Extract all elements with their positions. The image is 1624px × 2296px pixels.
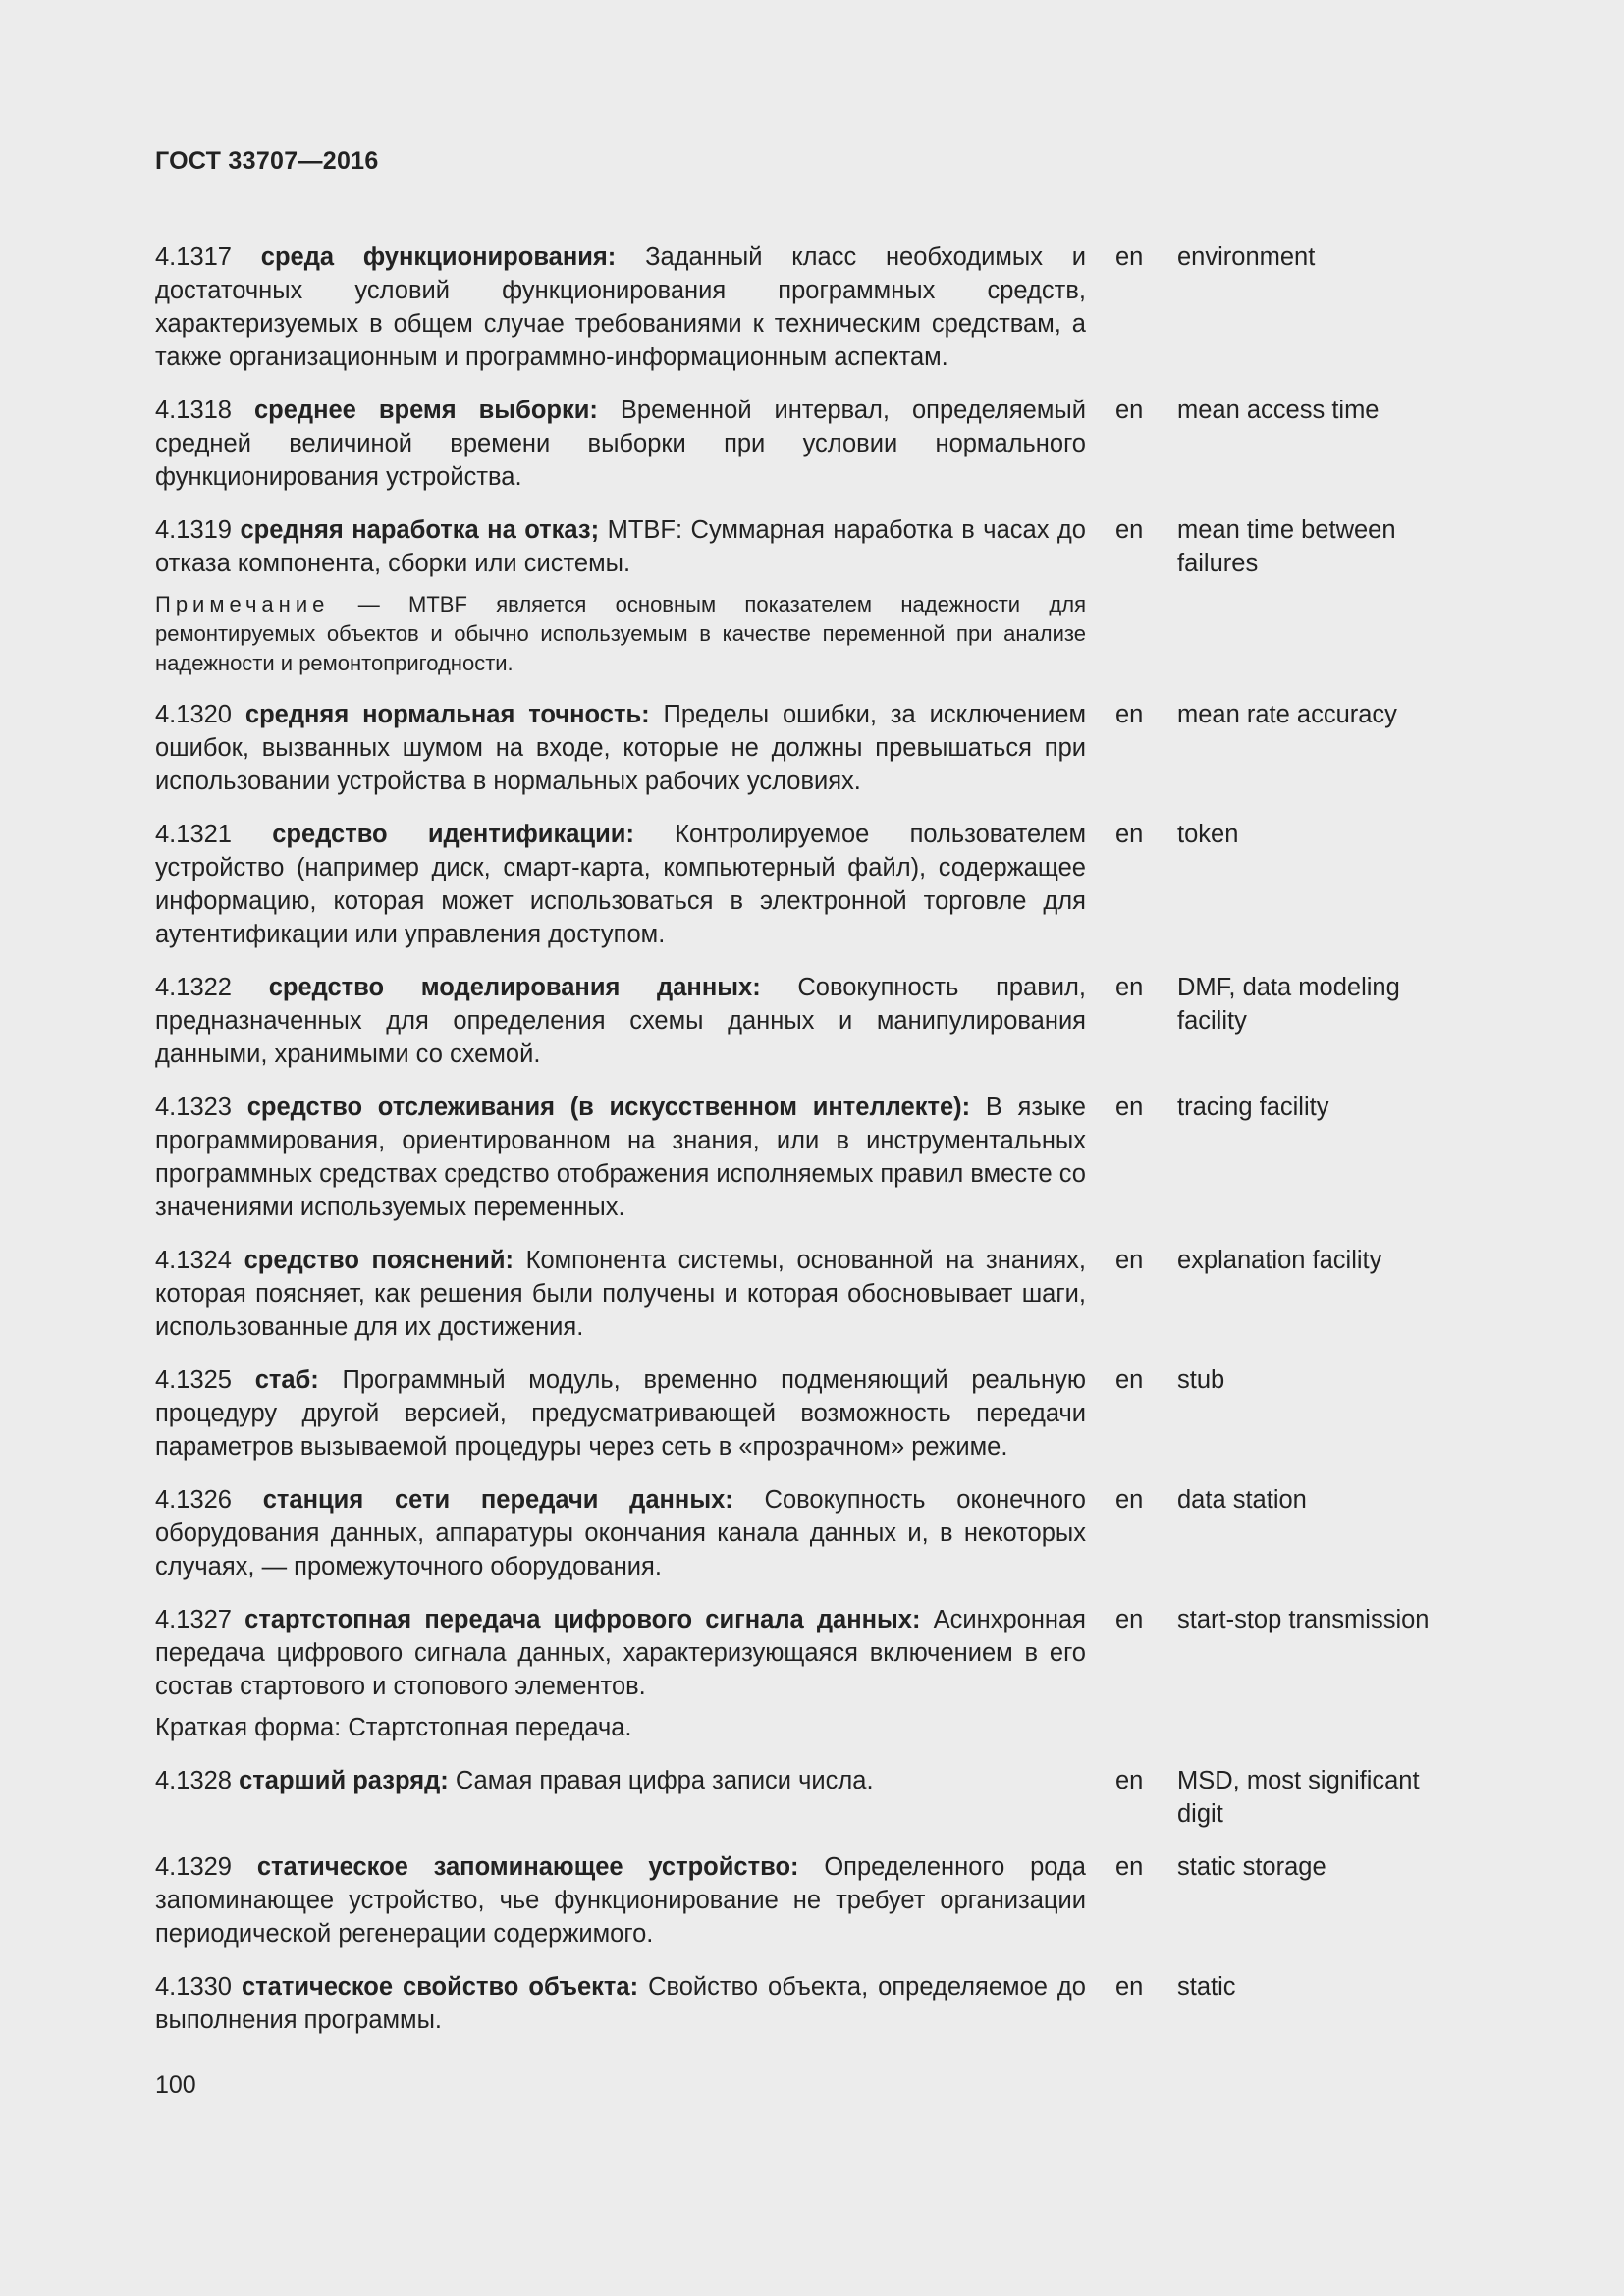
- definition-text: Заданный класс необходимых и достаточных условий функционирования программных средств, характеризуемых в общем случае требованиями к техническим средствам, а также организационным и программно-информационным аспектам.: [155, 243, 1086, 371]
- term-entry-4-1319: [155, 513, 1530, 678]
- language-code: en: [1115, 516, 1144, 544]
- definition: [155, 971, 1086, 1071]
- term: старший разряд:: [239, 1767, 449, 1794]
- english-equivalent: start-stop transmission: [1177, 1606, 1430, 1633]
- definition: [155, 818, 1086, 951]
- term-number: 4.1324: [155, 1247, 232, 1274]
- definition-text: Пределы ошибки, за исключением ошибок, вызванных шумом на входе, которые не должны превышаться при использовании устройства в нормальных рабочих условиях.: [155, 701, 1086, 795]
- definition: [155, 1244, 1086, 1344]
- term-entry-4-1317: [155, 240, 1530, 374]
- language-code: en: [1115, 1853, 1144, 1881]
- term-number: 4.1322: [155, 974, 232, 1001]
- term-entry-4-1329: [155, 1850, 1530, 1950]
- term-entry-4-1325: [155, 1363, 1530, 1464]
- definition-column: [155, 818, 1086, 951]
- definition-text: Определенного рода запоминающее устройство, чье функционирование не требует организации периодической регенерации содержимого.: [155, 1853, 1086, 1948]
- definition-text: Свойство объекта, определяемое до выполнения программы.: [155, 1973, 1086, 2034]
- term: средство пояснений:: [244, 1247, 514, 1274]
- english-equivalent: data station: [1177, 1486, 1307, 1514]
- note-label: Примечание: [155, 592, 330, 616]
- definition-column: [155, 394, 1086, 494]
- note: [155, 590, 1086, 678]
- definition-text: Временной интервал, определяемый средней величиной времени выборки при условии нормального функционирования устройства.: [155, 397, 1086, 491]
- language-code: en: [1115, 1767, 1144, 1794]
- term: стартстопная передача цифрового сигнала данных:: [244, 1606, 921, 1633]
- term-entry-4-1321: [155, 818, 1530, 951]
- term-number: 4.1327: [155, 1606, 232, 1633]
- definition-column: [155, 513, 1086, 678]
- term: средняя нормальная точность:: [244, 701, 650, 728]
- definition-column: [155, 1091, 1086, 1224]
- definition-column: [155, 1850, 1086, 1950]
- term-entry-4-1324: [155, 1244, 1530, 1344]
- term: средство моделирования данных:: [268, 974, 761, 1001]
- language-code: en: [1115, 1094, 1144, 1121]
- term-number: 4.1318: [155, 397, 232, 424]
- definition: [155, 394, 1086, 494]
- english-equivalent: static storage: [1177, 1853, 1326, 1881]
- note-text: — MTBF является основным показателем надежности для ремонтируемых объектов и обычно используемым в качестве переменной при анализе надежности и ремонтопригодности.: [155, 592, 1086, 675]
- term-entry-4-1318: [155, 394, 1530, 494]
- english-equivalent: stub: [1177, 1366, 1225, 1394]
- english-equivalent: mean access time: [1177, 397, 1380, 424]
- definition: [155, 698, 1086, 798]
- english-equivalent: static: [1177, 1973, 1236, 2001]
- definition-text: Совокупность правил, предназначенных для определения схемы данных и манипулирования данными, хранимыми со схемой.: [155, 974, 1086, 1068]
- definition: [155, 1970, 1086, 2037]
- term: средняя наработка на отказ;: [240, 516, 600, 544]
- definition-text: Программный модуль, временно подменяющий реальную процедуру другой версией, предусматривающей возможность передачи параметров вызываемой процедуры через сеть в «прозрачном» режиме.: [155, 1366, 1086, 1461]
- term-list: [155, 240, 1530, 2056]
- term-entry-4-1326: [155, 1483, 1530, 1583]
- term: среднее время выборки:: [253, 397, 598, 424]
- language-code: en: [1115, 1606, 1144, 1633]
- page-number: 100: [155, 2071, 196, 2099]
- definition-column: [155, 1970, 1086, 2037]
- definition: [155, 513, 1086, 580]
- term-number: 4.1321: [155, 821, 232, 848]
- definition-text: В языке программирования, ориентированном на знания, или в инструментальных программных средствах средство отображения исполняемых правил вместе со значениями используемых переменных.: [155, 1094, 1086, 1221]
- definition-column: [155, 698, 1086, 798]
- definition: [155, 240, 1086, 374]
- short-form: Краткая форма: Стартстопная передача.: [155, 1714, 632, 1741]
- english-equivalent: mean time between failures: [1177, 516, 1396, 577]
- term-entry-4-1327: [155, 1603, 1530, 1744]
- definition: [155, 1603, 1086, 1703]
- definition-column: [155, 1363, 1086, 1464]
- term: средство идентификации:: [272, 821, 634, 848]
- english-equivalent: environment: [1177, 243, 1316, 271]
- definition-column: [155, 1603, 1086, 1744]
- term: статическое запоминающее устройство:: [256, 1853, 799, 1881]
- language-code: en: [1115, 701, 1144, 728]
- term: среда функционирования:: [260, 243, 617, 271]
- term-number: 4.1326: [155, 1486, 232, 1514]
- term: стаб:: [254, 1366, 319, 1394]
- english-equivalent: explanation facility: [1177, 1247, 1382, 1274]
- definition-column: [155, 971, 1086, 1071]
- definition-column: [155, 1244, 1086, 1344]
- definition-text: MTBF: Суммарная наработка в часах до отказа компонента, сборки или системы.: [155, 516, 1086, 577]
- language-code: en: [1115, 1486, 1144, 1514]
- definition-text: Асинхронная передача цифрового сигнала данных, характеризующаяся включением в его состав стартового и стопового элементов.: [155, 1606, 1086, 1700]
- term: статическое свойство объекта:: [242, 1973, 639, 2001]
- term: средство отслеживания (в искусственном интеллекте):: [246, 1094, 971, 1121]
- definition: [155, 1363, 1086, 1464]
- term: станция сети передачи данных:: [262, 1486, 733, 1514]
- term-number: 4.1328: [155, 1767, 232, 1794]
- english-equivalent: token: [1177, 821, 1239, 848]
- term-entry-4-1328: [155, 1764, 1530, 1831]
- language-code: en: [1115, 821, 1144, 848]
- term-entry-4-1323: [155, 1091, 1530, 1224]
- term-number: 4.1325: [155, 1366, 232, 1394]
- english-equivalent: tracing facility: [1177, 1094, 1329, 1121]
- definition: [155, 1764, 1086, 1797]
- term-number: 4.1329: [155, 1853, 232, 1881]
- language-code: en: [1115, 1366, 1144, 1394]
- term-entry-4-1322: [155, 971, 1530, 1071]
- term-number: 4.1317: [155, 243, 232, 271]
- language-code: en: [1115, 1973, 1144, 2001]
- definition-text: Совокупность оконечного оборудования данных, аппаратуры окончания канала данных и, в некоторых случаях, — промежуточного оборудования.: [155, 1486, 1086, 1580]
- definition-text: Самая правая цифра записи числа.: [455, 1767, 874, 1794]
- definition: [155, 1091, 1086, 1224]
- term-entry-4-1330: [155, 1970, 1530, 2037]
- term-number: 4.1319: [155, 516, 232, 544]
- definition: [155, 1483, 1086, 1583]
- term-entry-4-1320: [155, 698, 1530, 798]
- document-header: ГОСТ 33707—2016: [155, 147, 379, 175]
- language-code: en: [1115, 974, 1144, 1001]
- term-number: 4.1323: [155, 1094, 232, 1121]
- definition-column: [155, 1483, 1086, 1583]
- term-number: 4.1330: [155, 1973, 232, 2001]
- english-equivalent: MSD, most significant digit: [1177, 1767, 1420, 1828]
- language-code: en: [1115, 243, 1144, 271]
- definition: [155, 1850, 1086, 1950]
- definition-column: [155, 240, 1086, 374]
- english-equivalent: DMF, data modeling facility: [1177, 974, 1400, 1035]
- english-equivalent: mean rate accuracy: [1177, 701, 1397, 728]
- definition-column: [155, 1764, 1086, 1797]
- definition-text: Контролируемое пользователем устройство (например диск, смарт-карта, компьютерный файл), содержащее информацию, которая может использоваться в электронной торговле для аутентификации или управления доступом.: [155, 821, 1086, 948]
- definition-text: Компонента системы, основанной на знаниях, которая поясняет, как решения были получены и которая обосновывает шаги, использованные для их достижения.: [155, 1247, 1086, 1341]
- term-number: 4.1320: [155, 701, 232, 728]
- language-code: en: [1115, 397, 1144, 424]
- language-code: en: [1115, 1247, 1144, 1274]
